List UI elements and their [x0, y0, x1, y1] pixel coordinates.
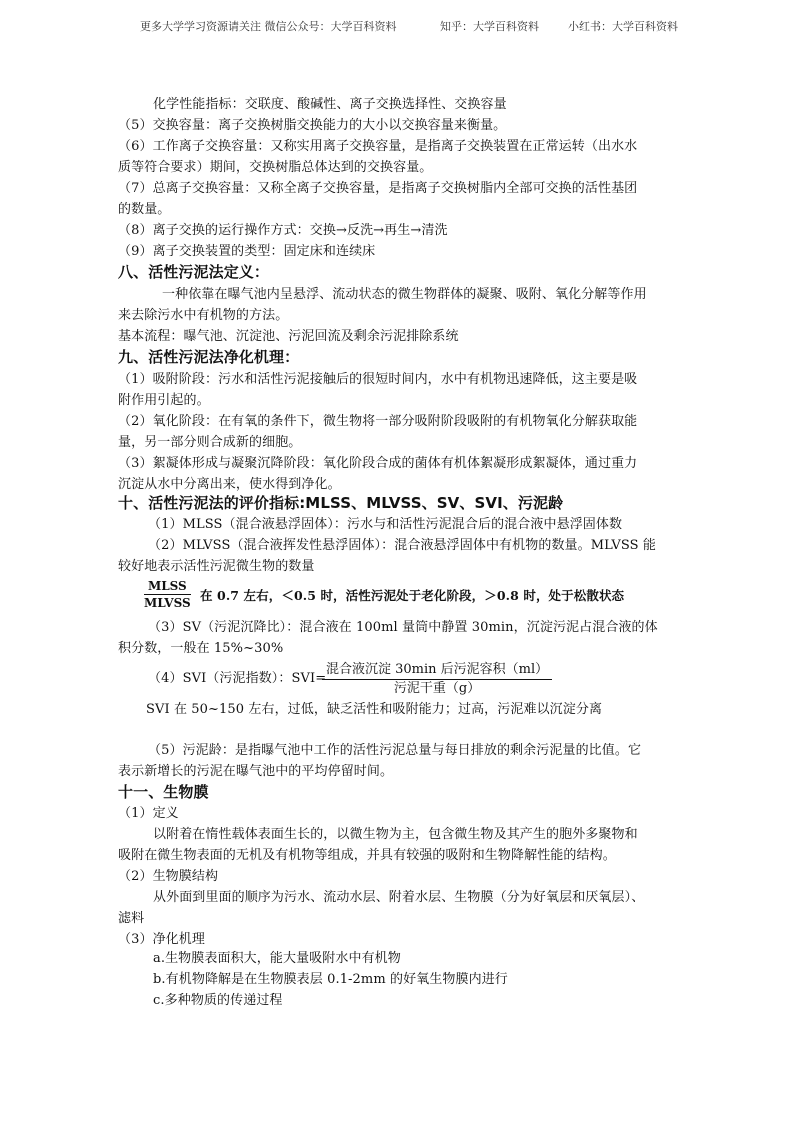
section-heading-8: 八、活性污泥法定义： [118, 263, 270, 281]
paragraph-line: （8）离子交换的运行操作方式：交换→反洗→再生→清洗 [118, 223, 448, 238]
paragraph-line: （1）MLSS（混合液悬浮固体）：污水与和活性污泥混合后的混合液中悬浮固体数 [148, 517, 623, 532]
paragraph-line: （1）定义 [118, 806, 179, 821]
paragraph-line: （1）吸附阶段：污水和活性污泥接触后的很短时间内，水中有机物迅速降低，这主要是吸 [118, 372, 638, 387]
paragraph-line: （7）总离子交换容量：又称全离子交换容量，是指离子交换树脂内全部可交换的活性基团 [118, 181, 638, 196]
list-item: a.生物膜表面积大，能大量吸附水中有机物 [153, 951, 401, 966]
paragraph-line: 以附着在惰性载体表面生长的，以微生物为主，包含微生物及其产生的胞外多聚物和 [153, 827, 638, 842]
paragraph-line: 滤料 [118, 911, 145, 926]
ratio-denominator: MLVSS [144, 596, 191, 610]
paragraph-line: （3）SV（污泥沉降比）：混合液在 100ml 量筒中静置 30min，沉淀污泥占混合液的体 [148, 620, 658, 635]
ratio-numerator: MLSS [144, 578, 191, 595]
paragraph-line: 来去除污水中有机物的方法。 [118, 308, 289, 323]
paragraph-line: 质等符合要求）期间，交换树脂总体达到的交换容量。 [118, 160, 433, 175]
mlss-mlvss-ratio [144, 578, 191, 611]
paragraph-line: （6）工作离子交换容量：又称实用离子交换容量，是指离子交换装置在正常运转（出水水 [118, 139, 638, 154]
paragraph-line: 基本流程：曝气池、沉淀池、污泥回流及剩余污泥排除系统 [118, 329, 459, 344]
paragraph-line: 的数量。 [118, 202, 171, 217]
paragraph-line: 附作用引起的。 [118, 393, 210, 408]
paragraph-line: （5）污泥龄：是指曝气池中工作的活性污泥总量与每日排放的剩余污泥量的比值。它 [148, 743, 642, 758]
ratio-description: 在 0.7 左右，＜0.5 时，活性污泥处于老化阶段，＞0.8 时，处于松散状态 [200, 588, 625, 603]
paragraph-line: 一种依靠在曝气池内呈悬浮、流动状态的微生物群体的凝聚、吸附、氧化分解等作用 [162, 287, 647, 302]
paragraph-line: （5）交换容量：离子交换树脂交换能力的大小以交换容量来衡量。 [118, 118, 507, 133]
paragraph-line: （9）离子交换装置的类型：固定床和连续床 [118, 244, 376, 259]
section-heading-11: 十一、生物膜 [118, 783, 209, 801]
list-item: c.多种物质的传递过程 [153, 993, 283, 1008]
paragraph-line: 表示新增长的污泥在曝气池中的平均停留时间。 [118, 764, 394, 779]
paragraph-line: （2）氧化阶段：在有氧的条件下，微生物将一部分吸附阶段吸附的有机物氧化分解获取能 [118, 414, 638, 429]
paragraph-line: （3）净化机理 [118, 932, 205, 947]
paragraph-line: 化学性能指标：交联度、酸碱性、离子交换选择性、交换容量 [153, 97, 507, 112]
paragraph-line: （3）絮凝体形成与凝聚沉降阶段：氧化阶段合成的菌体有机体絮凝形成絮凝体，通过重力 [118, 456, 638, 471]
paragraph-line: 沉淀从水中分离出来，使水得到净化。 [118, 477, 341, 492]
header-xiaohongshu: 小红书：大学百科资料 [568, 20, 678, 33]
paragraph-line: 积分数，一般在 15%~30% [118, 641, 284, 656]
svi-numerator: 混合液沉淀 30min 后污泥容积（ml） [322, 661, 552, 680]
header-wechat: 更多大学学习资源请关注 微信公众号：大学百科资料 [140, 20, 397, 33]
paragraph-line: （2）MLVSS（混合液挥发性悬浮固体）：混合液悬浮固体中有机物的数量。MLVSS 能 [148, 538, 656, 553]
list-item: b.有机物降解是在生物膜表层 0.1-2mm 的好氧生物膜内进行 [153, 972, 508, 987]
paragraph-line: SVI 在 50~150 左右，过低，缺乏活性和吸附能力；过高，污泥难以沉淀分离 [146, 702, 603, 717]
paragraph-line: 较好地表示活性污泥微生物的数量 [118, 559, 315, 574]
paragraph-line: 吸附在微生物表面的无机及有机物等组成，并具有较强的吸附和生物降解性能的结构。 [118, 848, 616, 863]
header-zhihu: 知乎：大学百科资料 [440, 20, 539, 33]
section-heading-9: 九、活性污泥法净化机理： [118, 348, 300, 366]
section-heading-10: 十、活性污泥法的评价指标:MLSS、MLVSS、SV、SVI、污泥龄 [118, 494, 564, 512]
paragraph-line: 量，另一部分则合成新的细胞。 [118, 435, 302, 450]
paragraph-line: （2）生物膜结构 [118, 869, 219, 884]
svi-formula-fraction [322, 661, 552, 698]
svi-denominator: 污泥干重（g） [393, 681, 481, 696]
svi-formula-label: （4）SVI（污泥指数）：SVI= [148, 671, 327, 686]
paragraph-line: 从外面到里面的顺序为污水、流动水层、附着水层、生物膜（分为好氧层和厌氧层）、 [153, 890, 645, 905]
